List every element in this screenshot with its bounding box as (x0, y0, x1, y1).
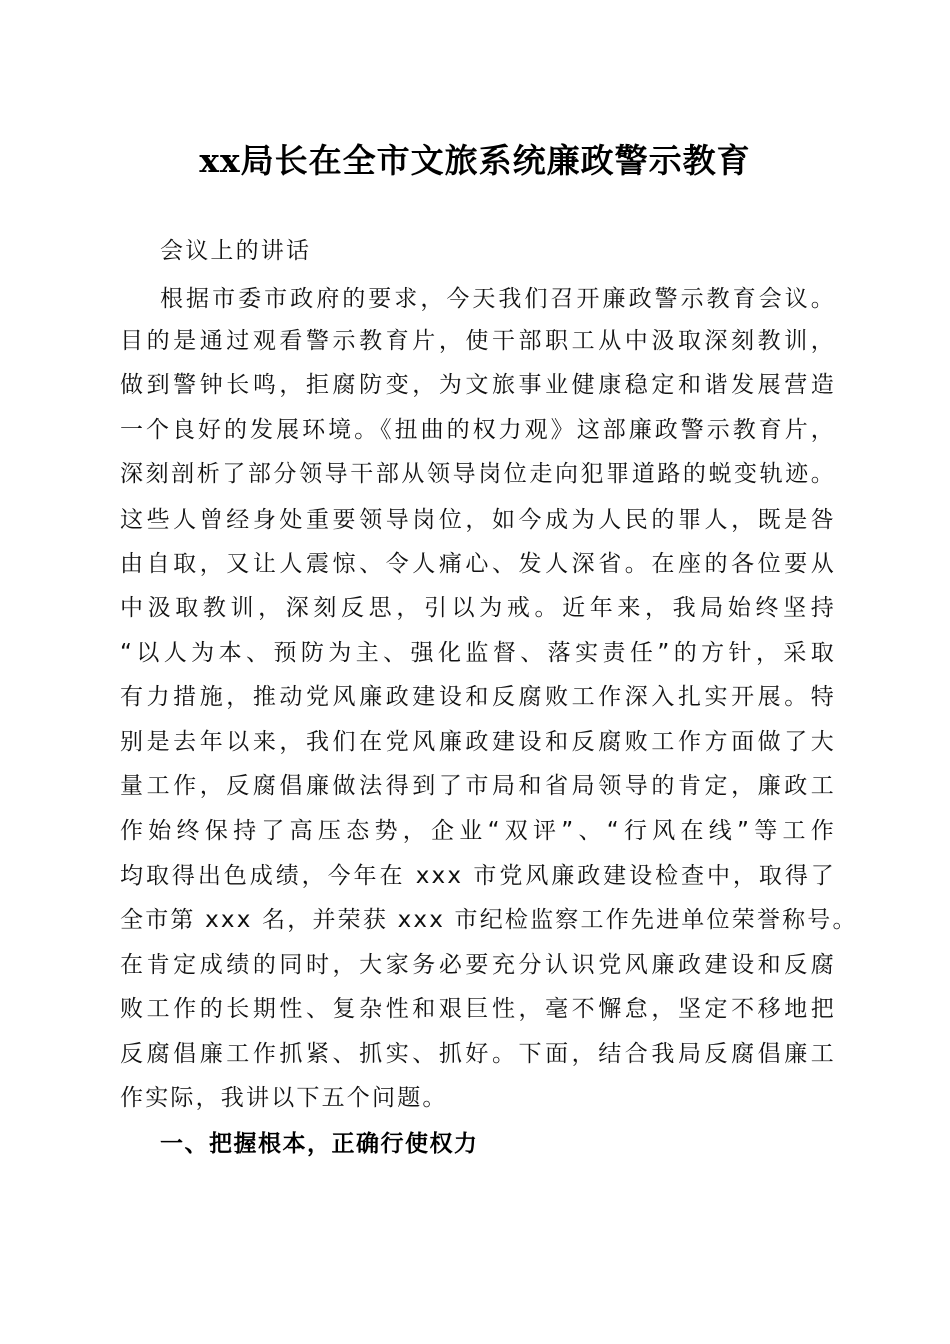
subtitle-line: 会议上的讲话 (160, 238, 312, 264)
body-line: 由自取，又让人震惊、令人痛心、发人深省。在座的各位要从 (120, 551, 836, 577)
body-line: 有力措施，推动党风廉政建设和反腐败工作深入扎实开展。特 (120, 684, 836, 710)
body-line: 量工作，反腐倡廉做法得到了市局和省局领导的肯定，廉政工 (120, 773, 836, 799)
body-line: 作始终保持了高压态势，企业“双评”、“行风在线”等工作 (120, 818, 836, 844)
body-line: 作实际，我讲以下五个问题。 (120, 1085, 448, 1111)
body-line: “以人为本、预防为主、强化监督、落实责任”的方针，采取 (120, 640, 836, 666)
body-line: 在肯定成绩的同时，大家务必要充分认识党风廉政建设和反腐 (120, 952, 836, 978)
body-line: 均取得出色成绩，今年在 xxx 市党风廉政建设检查中，取得了 (120, 863, 836, 889)
section-heading: 一、把握根本，正确行使权力 (160, 1131, 479, 1157)
document-title: xx局长在全市文旅系统廉政警示教育 (199, 141, 751, 180)
body-line: 做到警钟长鸣，拒腐防变，为文旅事业健康稳定和谐发展营造 (120, 372, 836, 398)
body-line: 这些人曾经身处重要领导岗位，如今成为人民的罪人，既是咎 (120, 507, 836, 533)
body-line: 一个良好的发展环境。《扭曲的权力观》这部廉政警示教育片， (120, 417, 836, 443)
body-line: 别是去年以来，我们在党风廉政建设和反腐败工作方面做了大 (120, 729, 836, 755)
body-line: 败工作的长期性、复杂性和艰巨性，毫不懈怠，坚定不移地把 (120, 996, 836, 1022)
body-line: 反腐倡廉工作抓紧、抓实、抓好。下面，结合我局反腐倡廉工 (120, 1041, 836, 1067)
body-line: 深刻剖析了部分领导干部从领导岗位走向犯罪道路的蜕变轨迹。 (120, 461, 836, 487)
body-line: 全市第 xxx 名，并荣获 xxx 市纪检监察工作先进单位荣誉称号。 (120, 907, 858, 933)
body-line: 根据市委市政府的要求，今天我们召开廉政警示教育会议。 (160, 286, 836, 312)
body-line: 目的是通过观看警示教育片，使干部职工从中汲取深刻教训， (120, 328, 836, 354)
body-line: 中汲取教训，深刻反思，引以为戒。近年来，我局始终坚持 (120, 595, 836, 621)
